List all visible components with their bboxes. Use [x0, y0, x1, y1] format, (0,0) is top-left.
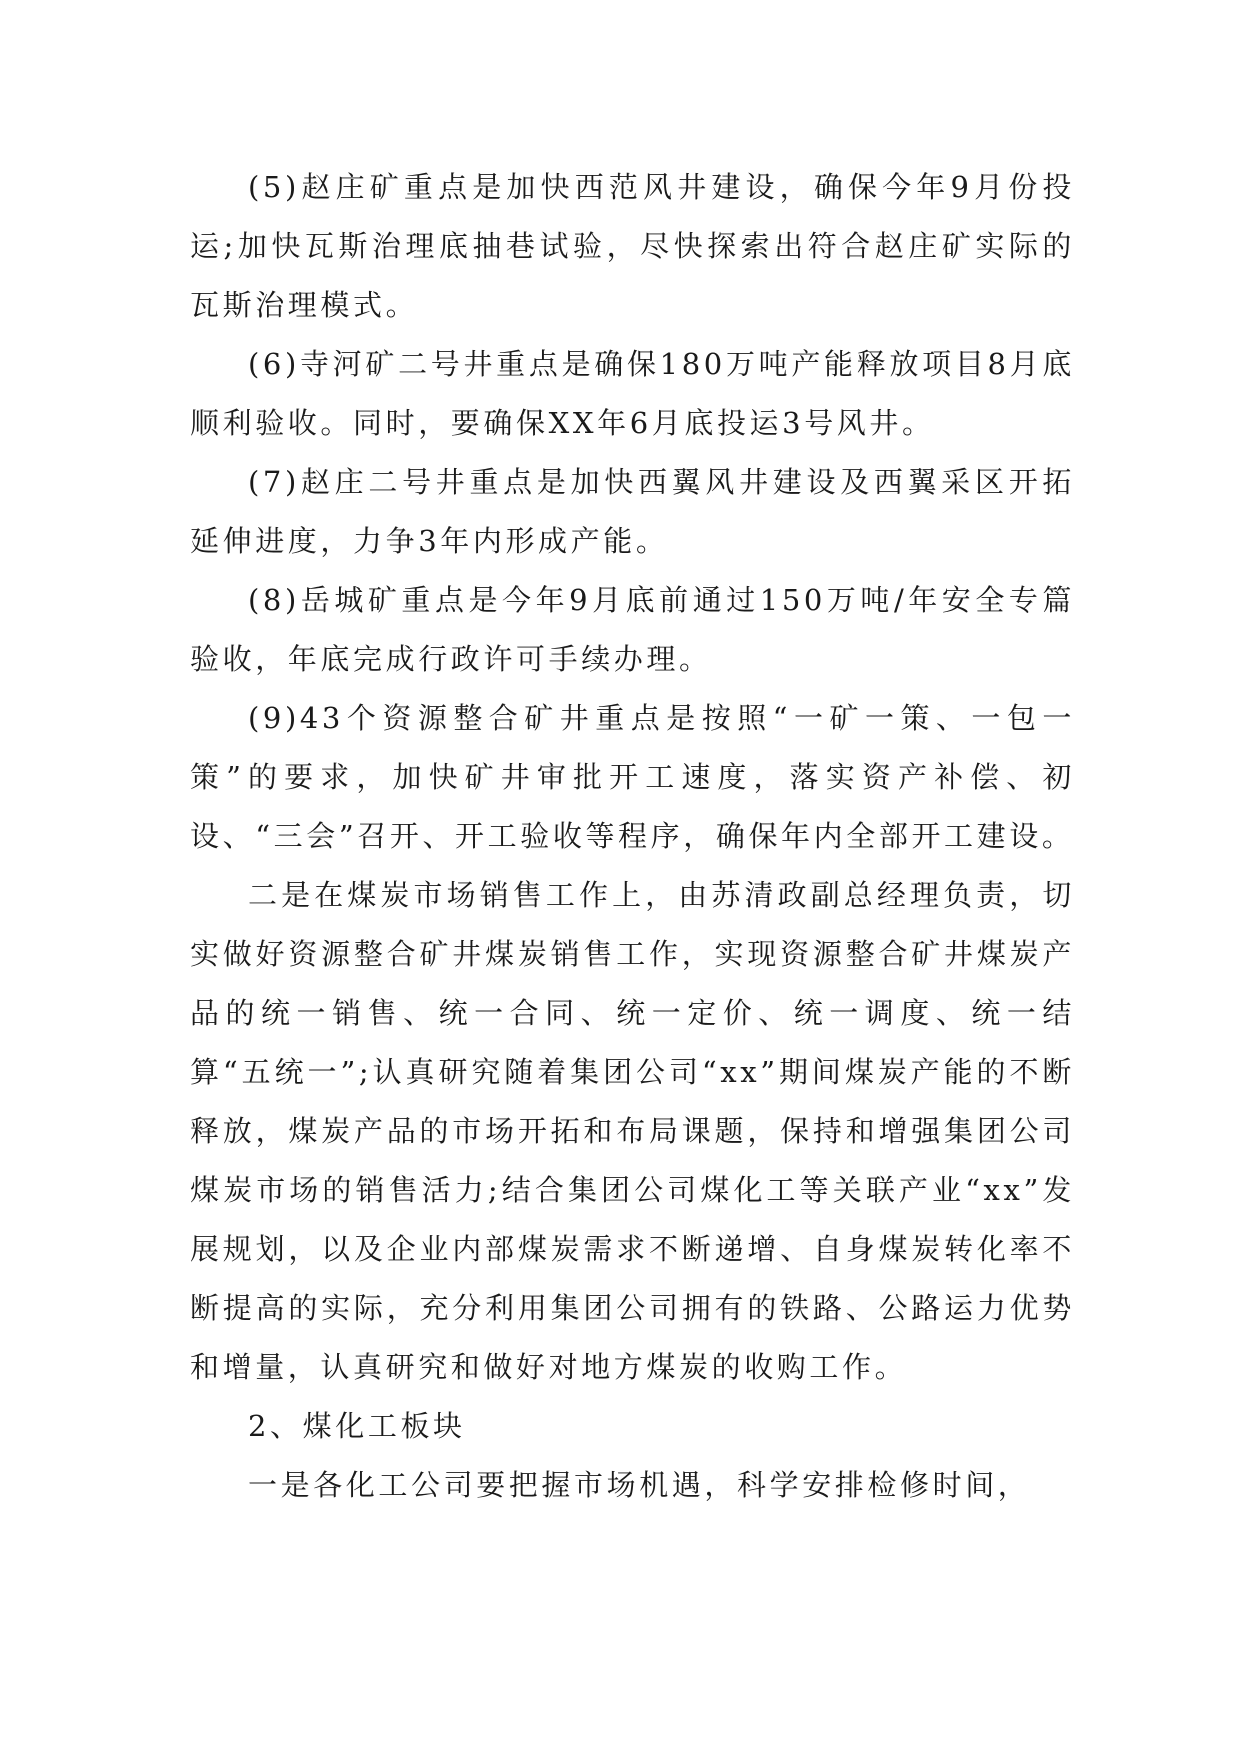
paragraph-zhaozhuang-no2: (7)赵庄二号井重点是加快西翼风井建设及西翼采区开拓延伸进度，力争3年内形成产能。: [190, 465, 1075, 558]
section-heading-coal-chemical: 2、煤化工板块: [248, 1409, 466, 1443]
paragraph-zhaozhuang-mine: (5)赵庄矿重点是加快西范风井建设，确保今年9月份投运;加快瓦斯治理底抽巷试验，尽快探索出符合赵庄矿实际的瓦斯治理模式。: [190, 170, 1075, 322]
paragraph-sihe-mine-no2: (6)寺河矿二号井重点是确保180万吨产能释放项目8月底顺利验收。同时，要确保XX年6月底投运3号风井。: [190, 347, 1075, 440]
paragraph-resource-integration: (9)43个资源整合矿井重点是按照“一矿一策、一包一策”的要求，加快矿井审批开工速度，落实资产补偿、初设、“三会”召开、开工验收等程序，确保年内全部开工建设。: [190, 701, 1075, 853]
document-body: [190, 158, 1075, 1515]
paragraph-chemical-companies: 一是各化工公司要把握市场机遇，科学安排检修时间，: [248, 1468, 1031, 1502]
paragraph-yuecheng-mine: (8)岳城矿重点是今年9月底前通过150万吨/年安全专篇验收，年底完成行政许可手续办理。: [190, 583, 1075, 676]
paragraph-coal-sales: 二是在煤炭市场销售工作上，由苏清政副总经理负责，切实做好资源整合矿井煤炭销售工作，实现资源整合矿井煤炭产品的统一销售、统一合同、统一定价、统一调度、统一结算“五统一”;认真研究随着集团公司“xx”期间煤炭产能的不断释放，煤炭产品的市场开拓和布局课题，保持和增强集团公司煤炭市场的销售活力;结合集团公司煤化工等关联产业“xx”发展规划，以及企业内部煤炭需求不断递增、自身煤炭转化率不断提高的实际，充分利用集团公司拥有的铁路、公路运力优势和增量，认真研究和做好对地方煤炭的收购工作。: [190, 878, 1075, 1384]
